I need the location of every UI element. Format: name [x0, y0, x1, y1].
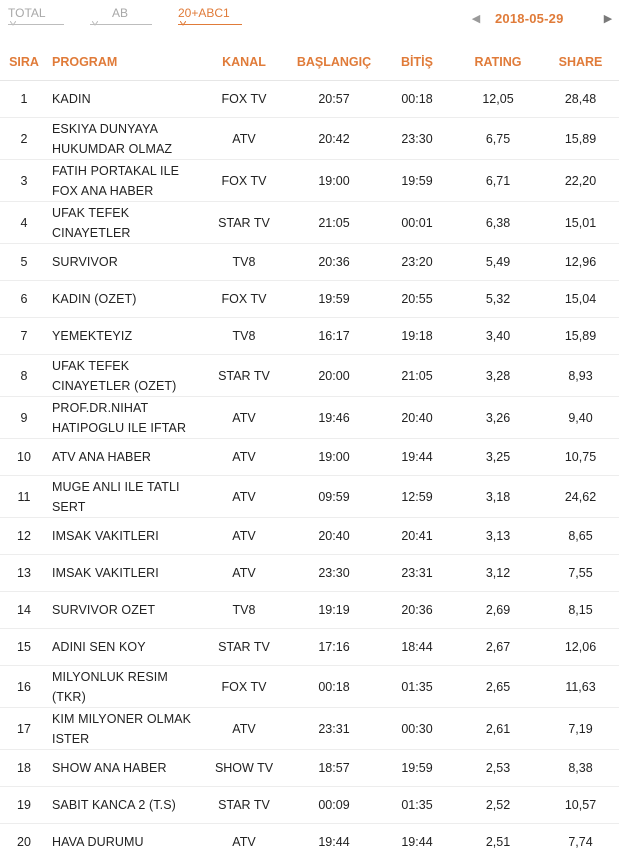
cell-channel: STAR TV [200, 202, 288, 244]
date-navigator [469, 10, 619, 30]
cell-program: SURVIVOR OZET [48, 592, 200, 629]
cell-end-time: 19:59 [380, 750, 454, 787]
cell-rating: 2,67 [454, 629, 542, 666]
table-row[interactable] [0, 118, 619, 160]
cell-share: 8,38 [542, 750, 619, 787]
cell-rating: 3,26 [454, 397, 542, 439]
cell-rank: 7 [0, 318, 48, 355]
table-row[interactable] [0, 281, 619, 318]
cell-rank: 19 [0, 787, 48, 824]
cell-rank: 12 [0, 518, 48, 555]
cell-rank: 18 [0, 750, 48, 787]
cell-program: ADINI SEN KOY [48, 629, 200, 666]
cell-share: 10,57 [542, 787, 619, 824]
cell-rank: 3 [0, 160, 48, 202]
cell-start-time: 00:09 [288, 787, 380, 824]
table-row[interactable] [0, 555, 619, 592]
cell-share: 11,63 [542, 666, 619, 708]
cell-rating: 2,53 [454, 750, 542, 787]
column-header-rank[interactable]: SIRA [0, 43, 48, 81]
column-header-program[interactable]: PROGRAM [48, 43, 200, 81]
cell-rank: 16 [0, 666, 48, 708]
cell-channel: ATV [200, 476, 288, 518]
cell-rank: 8 [0, 355, 48, 397]
table-row[interactable] [0, 355, 619, 397]
cell-share: 10,75 [542, 439, 619, 476]
cell-start-time: 00:18 [288, 666, 380, 708]
cell-channel: FOX TV [200, 81, 288, 118]
tab-label: TOTAL [8, 6, 46, 20]
cell-program: KIM MILYONER OLMAK ISTER [48, 708, 200, 750]
cell-end-time: 21:05 [380, 355, 454, 397]
cell-end-time: 19:18 [380, 318, 454, 355]
ratings-table [0, 43, 619, 854]
table-row[interactable] [0, 750, 619, 787]
cell-channel: ATV [200, 708, 288, 750]
cell-end-time: 01:35 [380, 787, 454, 824]
cell-program: SHOW ANA HABER [48, 750, 200, 787]
cell-end-time: 00:30 [380, 708, 454, 750]
cell-channel: TV8 [200, 244, 288, 281]
tab-underline [178, 24, 242, 25]
cell-channel: SHOW TV [200, 750, 288, 787]
cell-start-time: 19:00 [288, 160, 380, 202]
cell-start-time: 19:59 [288, 281, 380, 318]
cell-program: FATIH PORTAKAL ILE FOX ANA HABER [48, 160, 200, 202]
cell-channel: STAR TV [200, 787, 288, 824]
table-row[interactable] [0, 666, 619, 708]
cell-channel: STAR TV [200, 629, 288, 666]
cell-share: 24,62 [542, 476, 619, 518]
table-row[interactable] [0, 244, 619, 281]
cell-share: 22,20 [542, 160, 619, 202]
cell-share: 12,06 [542, 629, 619, 666]
cell-start-time: 19:19 [288, 592, 380, 629]
cell-rating: 3,18 [454, 476, 542, 518]
cell-start-time: 20:00 [288, 355, 380, 397]
cell-rank: 14 [0, 592, 48, 629]
tab-notch-icon [92, 21, 98, 27]
cell-share: 8,15 [542, 592, 619, 629]
cell-share: 15,89 [542, 118, 619, 160]
cell-end-time: 23:30 [380, 118, 454, 160]
column-header-share[interactable]: SHARE [542, 43, 619, 81]
tab-notch-icon [180, 21, 186, 27]
cell-program: HAVA DURUMU [48, 824, 200, 854]
cell-rank: 15 [0, 629, 48, 666]
cell-rank: 20 [0, 824, 48, 854]
cell-rank: 2 [0, 118, 48, 160]
cell-channel: STAR TV [200, 355, 288, 397]
cell-end-time: 20:36 [380, 592, 454, 629]
table-header-row [0, 43, 619, 81]
tab-notch-icon [10, 21, 16, 27]
cell-rating: 2,65 [454, 666, 542, 708]
tab-label: AB [112, 6, 129, 20]
tab-underline [8, 24, 64, 25]
cell-end-time: 19:44 [380, 439, 454, 476]
cell-share: 8,93 [542, 355, 619, 397]
cell-end-time: 23:20 [380, 244, 454, 281]
cell-share: 9,40 [542, 397, 619, 439]
cell-end-time: 20:41 [380, 518, 454, 555]
table-row[interactable] [0, 439, 619, 476]
cell-program: PROF.DR.NIHAT HATIPOGLU ILE IFTAR [48, 397, 200, 439]
selected-date: 2018-05-29 [495, 11, 564, 26]
cell-end-time: 01:35 [380, 666, 454, 708]
cell-rank: 17 [0, 708, 48, 750]
cell-start-time: 17:16 [288, 629, 380, 666]
cell-program: KADIN (OZET) [48, 281, 200, 318]
cell-rank: 9 [0, 397, 48, 439]
cell-rank: 4 [0, 202, 48, 244]
cell-channel: ATV [200, 824, 288, 854]
cell-rating: 3,13 [454, 518, 542, 555]
cell-start-time: 09:59 [288, 476, 380, 518]
cell-program: SURVIVOR [48, 244, 200, 281]
cell-channel: ATV [200, 118, 288, 160]
column-header-start[interactable]: BAŞLANGIÇ [288, 43, 380, 81]
cell-program: KADIN [48, 81, 200, 118]
cell-rating: 12,05 [454, 81, 542, 118]
cell-rating: 2,52 [454, 787, 542, 824]
cell-end-time: 00:18 [380, 81, 454, 118]
cell-start-time: 19:46 [288, 397, 380, 439]
cell-rank: 1 [0, 81, 48, 118]
cell-end-time: 23:31 [380, 555, 454, 592]
table-row[interactable] [0, 202, 619, 244]
tab-ab[interactable] [90, 6, 128, 26]
table-row[interactable] [0, 518, 619, 555]
cell-share: 8,65 [542, 518, 619, 555]
cell-rank: 13 [0, 555, 48, 592]
column-header-end[interactable]: BİTİŞ [380, 43, 454, 81]
cell-share: 15,04 [542, 281, 619, 318]
cell-end-time: 20:55 [380, 281, 454, 318]
chevron-right-icon[interactable]: ▶ [603, 13, 613, 25]
table-row[interactable] [0, 81, 619, 118]
cell-channel: ATV [200, 518, 288, 555]
cell-channel: FOX TV [200, 160, 288, 202]
tab-label: 20+ABC1 [178, 6, 230, 20]
table-row[interactable] [0, 708, 619, 750]
cell-start-time: 20:40 [288, 518, 380, 555]
table-row[interactable] [0, 629, 619, 666]
table-row[interactable] [0, 824, 619, 854]
audience-tab-bar [0, 0, 619, 42]
cell-program: IMSAK VAKITLERI [48, 555, 200, 592]
table-row[interactable] [0, 397, 619, 439]
cell-start-time: 19:44 [288, 824, 380, 854]
cell-channel: ATV [200, 397, 288, 439]
cell-rating: 3,40 [454, 318, 542, 355]
cell-end-time: 18:44 [380, 629, 454, 666]
cell-rank: 11 [0, 476, 48, 518]
table-row[interactable] [0, 787, 619, 824]
cell-program: SABIT KANCA 2 (T.S) [48, 787, 200, 824]
cell-channel: FOX TV [200, 281, 288, 318]
cell-rating: 6,71 [454, 160, 542, 202]
column-header-channel[interactable]: KANAL [200, 43, 288, 81]
cell-program: IMSAK VAKITLERI [48, 518, 200, 555]
cell-channel: TV8 [200, 592, 288, 629]
cell-end-time: 19:59 [380, 160, 454, 202]
cell-channel: ATV [200, 555, 288, 592]
cell-start-time: 19:00 [288, 439, 380, 476]
cell-program: UFAK TEFEK CINAYETLER [48, 202, 200, 244]
table-row[interactable] [0, 476, 619, 518]
cell-rank: 6 [0, 281, 48, 318]
cell-share: 28,48 [542, 81, 619, 118]
cell-start-time: 20:42 [288, 118, 380, 160]
table-row[interactable] [0, 592, 619, 629]
cell-share: 7,55 [542, 555, 619, 592]
cell-start-time: 20:57 [288, 81, 380, 118]
cell-rating: 3,25 [454, 439, 542, 476]
cell-rating: 2,61 [454, 708, 542, 750]
cell-program: ESKIYA DUNYAYA HUKUMDAR OLMAZ [48, 118, 200, 160]
cell-share: 7,74 [542, 824, 619, 854]
cell-share: 7,19 [542, 708, 619, 750]
cell-start-time: 23:31 [288, 708, 380, 750]
cell-channel: FOX TV [200, 666, 288, 708]
cell-rating: 3,28 [454, 355, 542, 397]
column-header-rating[interactable]: RATING [454, 43, 542, 81]
cell-end-time: 12:59 [380, 476, 454, 518]
cell-program: UFAK TEFEK CINAYETLER (OZET) [48, 355, 200, 397]
cell-rank: 10 [0, 439, 48, 476]
tab-underline [90, 24, 152, 25]
cell-program: ATV ANA HABER [48, 439, 200, 476]
cell-share: 15,01 [542, 202, 619, 244]
cell-rank: 5 [0, 244, 48, 281]
cell-start-time: 21:05 [288, 202, 380, 244]
cell-end-time: 20:40 [380, 397, 454, 439]
cell-rating: 5,49 [454, 244, 542, 281]
cell-channel: TV8 [200, 318, 288, 355]
cell-end-time: 19:44 [380, 824, 454, 854]
cell-share: 12,96 [542, 244, 619, 281]
tab-total[interactable] [8, 6, 46, 26]
cell-program: YEMEKTEYIZ [48, 318, 200, 355]
cell-rating: 2,51 [454, 824, 542, 854]
cell-program: MUGE ANLI ILE TATLI SERT [48, 476, 200, 518]
cell-start-time: 18:57 [288, 750, 380, 787]
table-row[interactable] [0, 160, 619, 202]
cell-start-time: 23:30 [288, 555, 380, 592]
tab-20-abc1[interactable] [178, 6, 230, 26]
table-row[interactable] [0, 318, 619, 355]
cell-rating: 6,75 [454, 118, 542, 160]
cell-start-time: 16:17 [288, 318, 380, 355]
cell-channel: ATV [200, 439, 288, 476]
cell-rating: 3,12 [454, 555, 542, 592]
chevron-left-icon[interactable]: ◀ [471, 13, 481, 25]
cell-start-time: 20:36 [288, 244, 380, 281]
table-body [0, 81, 619, 854]
cell-end-time: 00:01 [380, 202, 454, 244]
cell-rating: 2,69 [454, 592, 542, 629]
cell-share: 15,89 [542, 318, 619, 355]
cell-program: MILYONLUK RESIM (TKR) [48, 666, 200, 708]
cell-rating: 5,32 [454, 281, 542, 318]
cell-rating: 6,38 [454, 202, 542, 244]
